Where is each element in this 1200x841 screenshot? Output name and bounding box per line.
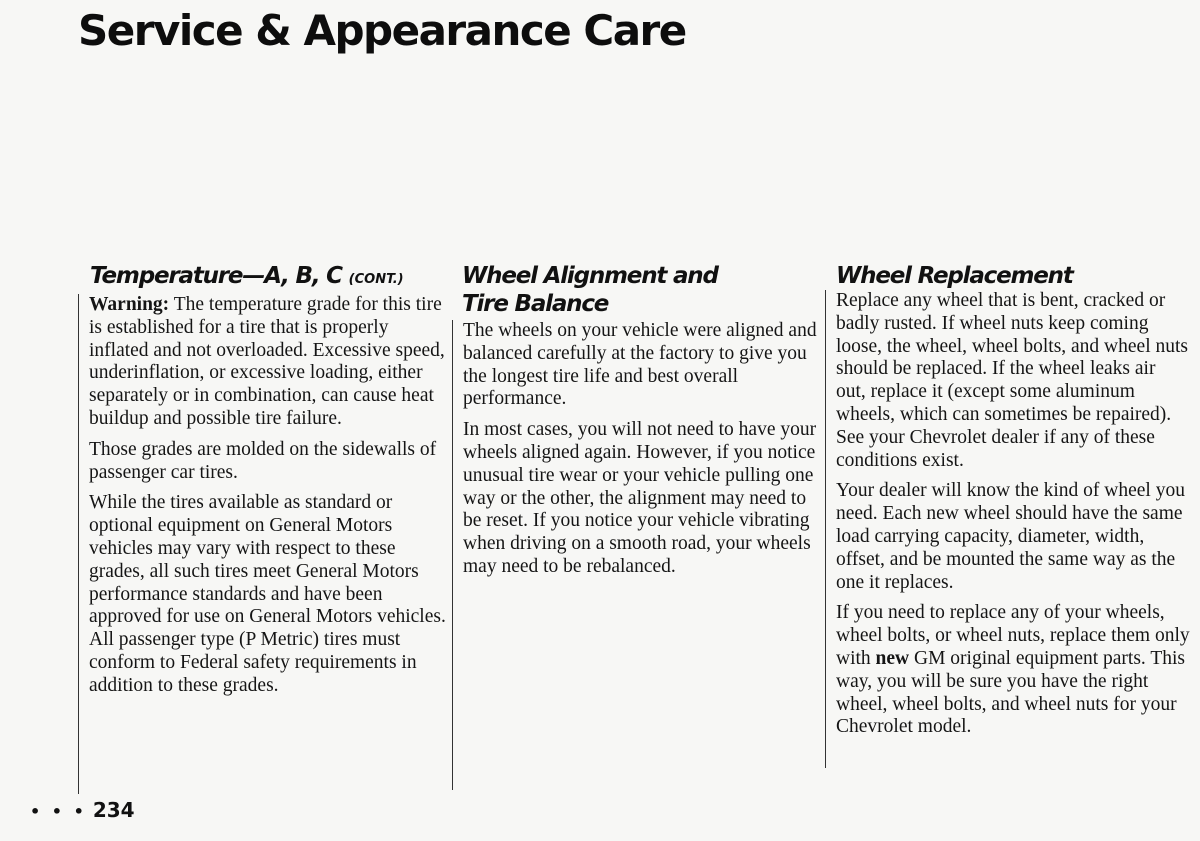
paragraph <box>89 294 448 431</box>
section-body <box>825 290 1190 768</box>
section-heading-temperature <box>78 262 448 294</box>
emphasis-new: new <box>875 647 910 669</box>
paragraph: The wheels on your vehicle were aligned and balanced carefully at the factory to give you the longest tire life and best overall performance. <box>463 320 817 410</box>
column-wheel-alignment <box>452 262 820 790</box>
heading-line-2: Tire Balance <box>462 291 609 317</box>
section-heading-wheel-replacement: Wheel Replacement <box>836 263 1073 289</box>
paragraph-text: If you need to replace any of your wheels, wheel bolts, or wheel nuts, replace them only with <box>836 602 1190 669</box>
heading-cont-label: (CONT.) <box>348 272 404 287</box>
page-dots: • • • <box>30 802 87 821</box>
paragraph: In most cases, you will not need to have your wheels aligned again. However, if you notice unusual tire wear or your vehicle pulling one way or the other, the alignment may need to be reset. If you notice your vehicle vibrating when driving on a smooth road, your wheels may need to be rebalanced. <box>463 419 817 577</box>
heading-text: Temperature—A, B, C <box>90 263 342 289</box>
paragraph: Those grades are molded on the sidewalls of passenger car tires. <box>89 438 437 483</box>
paragraph: While the tires available as standard or optional equipment on General Motors vehicles may vary with respect to these grades, all such tires meet General Motors performance standards and have been approved for use on General Motors vehicles. All passenger type (P Metric) tires must conform to Federal safety requirements in addition to these grades. <box>89 492 446 696</box>
column-wheel-replacement <box>825 262 1190 768</box>
warning-label: Warning: <box>89 294 170 315</box>
section-body <box>452 320 820 790</box>
paragraph <box>836 602 1190 739</box>
section-heading-wheel-alignment <box>452 262 820 318</box>
heading-line-1: Wheel Alignment and <box>462 263 718 289</box>
paragraph: Your dealer will know the kind of wheel you need. Each new wheel should have the same load carrying capacity, diameter, width, offset, and be mounted the same way as the one it replaces. <box>836 480 1185 593</box>
paragraph: Replace any wheel that is bent, cracked or badly rusted. If wheel nuts keep coming loose, the wheel, wheel bolts, and wheel nuts should be replaced. If the wheel leaks air out, replace it (except some aluminum wheels, which can sometimes be repaired). See your Chevrolet dealer if any of these conditions exist. <box>836 290 1188 471</box>
column-temperature <box>78 262 448 794</box>
page-number: 234 <box>92 798 135 822</box>
page-footer <box>30 798 135 822</box>
paragraph-text: The temperature grade for this tire is established for a tire that is properly inflated and not overloaded. Excessive speed, underinflation, or excessive loading, either separately or in combination, can cause heat buildup and possible tire failure. <box>89 294 445 429</box>
paragraph-text: GM original equipment parts. This way, you will be sure you have the right wheel, wheel bolts, and wheel nuts for your Chevrolet model. <box>836 647 1185 738</box>
section-body <box>78 294 448 794</box>
page-title: Service & Appearance Care <box>78 6 686 55</box>
